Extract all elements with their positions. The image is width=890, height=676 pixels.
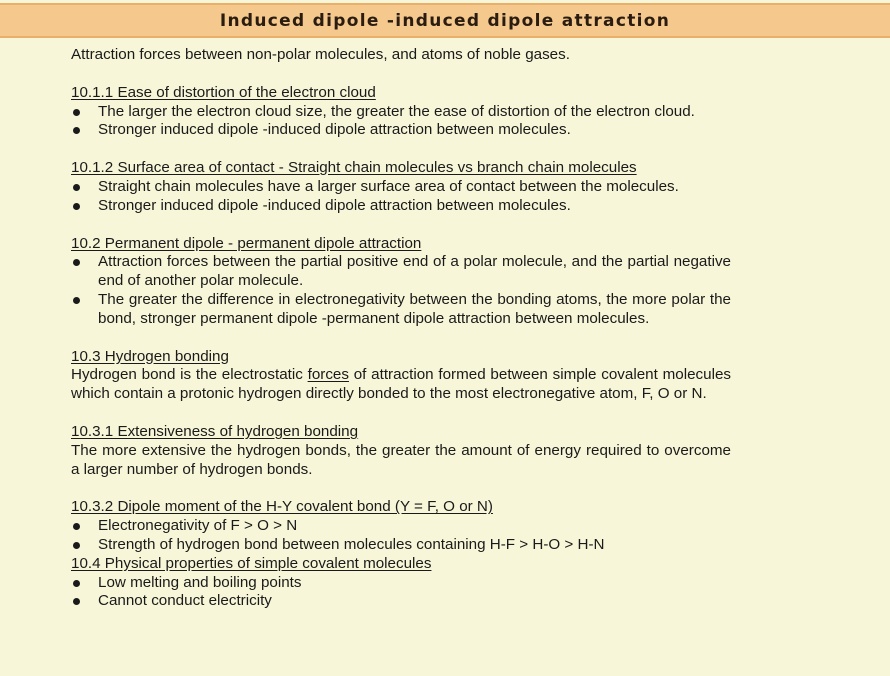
list-item: Straight chain molecules have a larger surface area of contact between the molecules. <box>71 178 731 197</box>
section-10-2 <box>71 235 731 329</box>
section-10-3-2 <box>71 498 731 554</box>
bullet-list <box>71 103 731 141</box>
list-item: Electronegativity of F > O > N <box>71 517 731 536</box>
section-10-3-1 <box>71 423 731 479</box>
section-heading: 10.3 Hydrogen bonding <box>71 347 229 365</box>
section-paragraph: The more extensive the hydrogen bonds, the greater the amount of energy required to overcome a larger number of hydrogen bonds. <box>71 441 731 478</box>
section-10-1-1 <box>71 84 731 140</box>
paragraph-text: Hydrogen bond is the electrostatic <box>71 366 308 384</box>
bullet-list <box>71 574 731 612</box>
section-heading: 10.3.2 Dipole moment of the H-Y covalent bond (Y = F, O or N) <box>71 498 493 516</box>
paragraph-text: of attraction formed between simple covalent molecules which contain a protonic hydrogen directly bonded to the most electronegative atom, F, O or N. <box>71 366 731 403</box>
section-heading: 10.2 Permanent dipole - permanent dipole attraction <box>71 234 422 252</box>
section-paragraph <box>71 366 731 404</box>
list-item: The larger the electron cloud size, the greater the ease of distortion of the electron cloud. <box>71 103 731 122</box>
underlined-word: forces <box>307 366 349 384</box>
page-title: Induced dipole -induced dipole attraction <box>219 10 671 31</box>
section-10-1-2 <box>71 159 731 215</box>
section-heading: 10.4 Physical properties of simple covalent molecules <box>71 554 432 572</box>
intro-text: Attraction forces between non-polar molecules, and atoms of noble gases. <box>71 46 570 63</box>
bullet-list <box>71 517 731 555</box>
bullet-list <box>71 253 731 328</box>
list-item: Attraction forces between the partial positive end of a polar molecule, and the partial negative end of another polar molecule. <box>71 253 731 291</box>
page-header-bar <box>0 3 890 38</box>
list-item: Stronger induced dipole -induced dipole attraction between molecules. <box>71 121 731 140</box>
bullet-list <box>71 178 731 216</box>
section-10-4 <box>71 555 731 611</box>
list-item: Strength of hydrogen bond between molecules containing H-F > H-O > H-N <box>71 536 731 555</box>
section-heading: 10.1.2 Surface area of contact - Straight chain molecules vs branch chain molecules <box>71 159 637 177</box>
list-item: The greater the difference in electronegativity between the bonding atoms, the more polar the bond, stronger permanent dipole -permanent dipole attraction between molecules. <box>71 291 731 329</box>
list-item: Cannot conduct electricity <box>71 592 731 611</box>
section-heading: 10.1.1 Ease of distortion of the electron cloud <box>71 83 376 101</box>
section-10-3 <box>71 348 731 404</box>
section-heading: 10.3.1 Extensiveness of hydrogen bonding <box>71 422 359 440</box>
notes-content <box>71 46 731 611</box>
list-item: Low melting and boiling points <box>71 574 731 593</box>
list-item: Stronger induced dipole -induced dipole attraction between molecules. <box>71 197 731 216</box>
